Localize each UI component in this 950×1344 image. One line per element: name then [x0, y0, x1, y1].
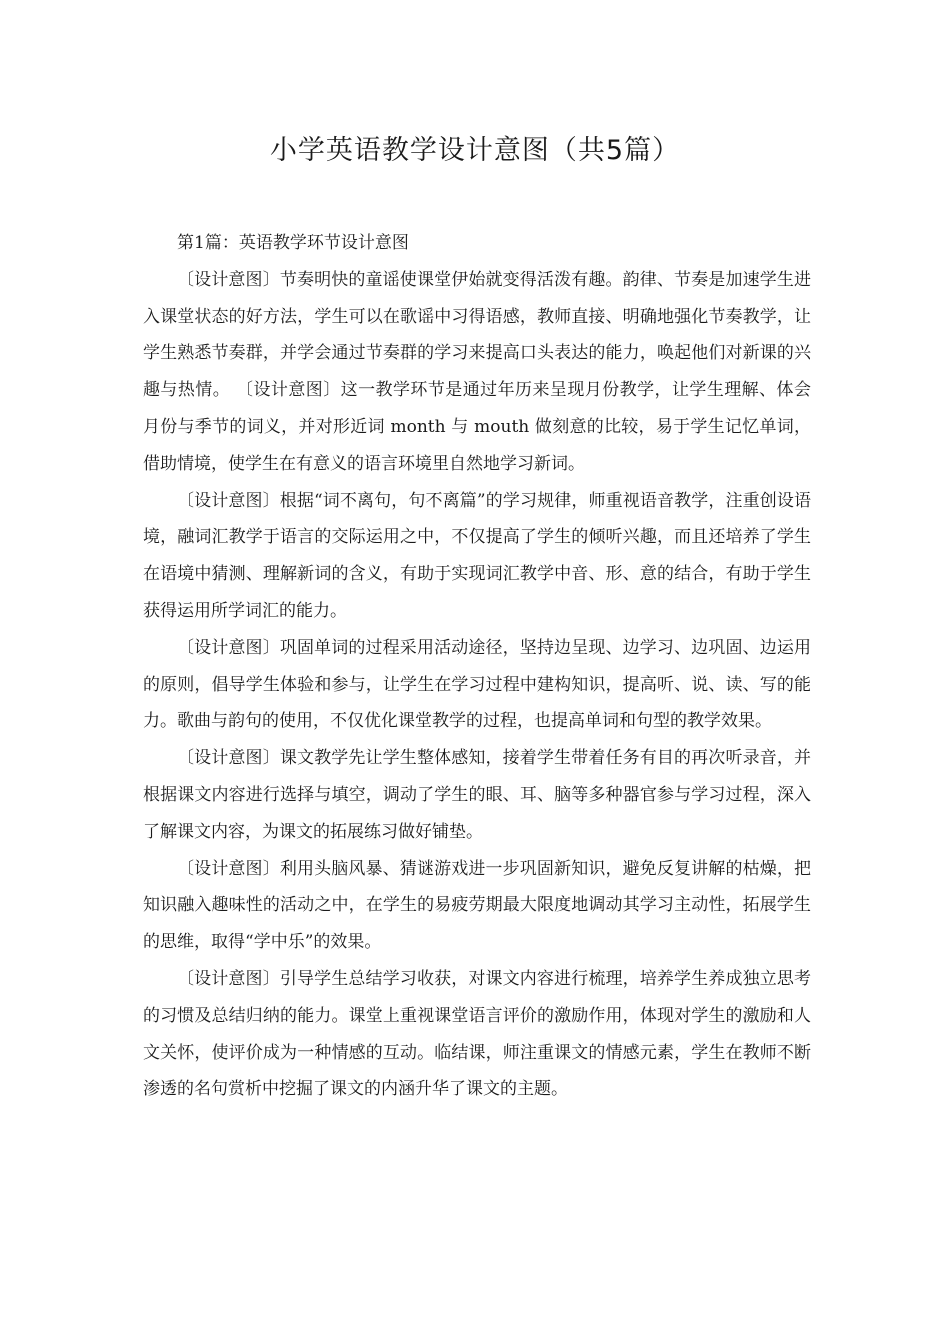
body-paragraph: 〔设计意图〕巩固单词的过程采用活动途径，坚持边呈现、边学习、边巩固、边运用的原则，倡导学生体验和参与，让学生在学习过程中建构知识，提高听、说、读、写的能力。歌曲与韵句的使用，不仅优化课堂教学的过程，也提高单词和句型的教学效果。 [143, 637, 811, 732]
section-heading: 第1篇：英语教学环节设计意图 [177, 233, 409, 253]
body-paragraph: 〔设计意图〕利用头脑风暴、猜谜游戏进一步巩固新知识，避免反复讲解的枯燥，把知识融入趣味性的活动之中，在学生的易疲劳期最大限度地调动其学习主动性，拓展学生的思维，取得“学中乐”的效果。 [143, 858, 811, 953]
body-paragraph: 〔设计意图〕课文教学先让学生整体感知，接着学生带着任务有目的再次听录音，并根据课文内容进行选择与填空，调动了学生的眼、耳、脑等多种器官参与学习过程，深入了解课文内容，为课文的拓展练习做好铺垫。 [143, 748, 811, 842]
document-title: 小学英语教学设计意图（共5篇） [269, 135, 681, 166]
document-body [143, 225, 811, 1108]
body-paragraph: 〔设计意图〕引导学生总结学习收获，对课文内容进行梳理，培养学生养成独立思考的习惯及总结归纳的能力。课堂上重视课堂语言评价的激励作用，体现对学生的激励和人文关怀，使评价成为一种情感的互动。临结课，师注重课文的情感元素，学生在教师不断渗透的名句赏析中挖掘了课文的内涵升华了课文的主题。 [143, 968, 811, 1100]
body-paragraph: 〔设计意图〕节奏明快的童谣使课堂伊始就变得活泼有趣。韵律、节奏是加速学生进入课堂状态的好方法，学生可以在歌谣中习得语感，教师直接、明确地强化节奏教学，让学生熟悉节奏群，并学会通过节奏群的学习来提高口头表达的能力，唤起他们对新课的兴趣与热情。 〔设计意图〕这一教学环节是通过年历来呈现月份教学，让学生理解、体会月份与季节的词义，并对形近词 month 与 mouth 做刻意的比较，易于学生记忆单词，借助情境，使学生在有意义的语言环境里自然地学习新词。 [143, 269, 811, 474]
body-paragraph: 〔设计意图〕根据“词不离句，句不离篇”的学习规律，师重视语音教学，注重创设语境，融词汇教学于语言的交际运用之中，不仅提高了学生的倾听兴趣，而且还培养了学生在语境中猜测、理解新词的含义，有助于实现词汇教学中音、形、意的结合，有助于学生获得运用所学词汇的能力。 [143, 490, 811, 621]
